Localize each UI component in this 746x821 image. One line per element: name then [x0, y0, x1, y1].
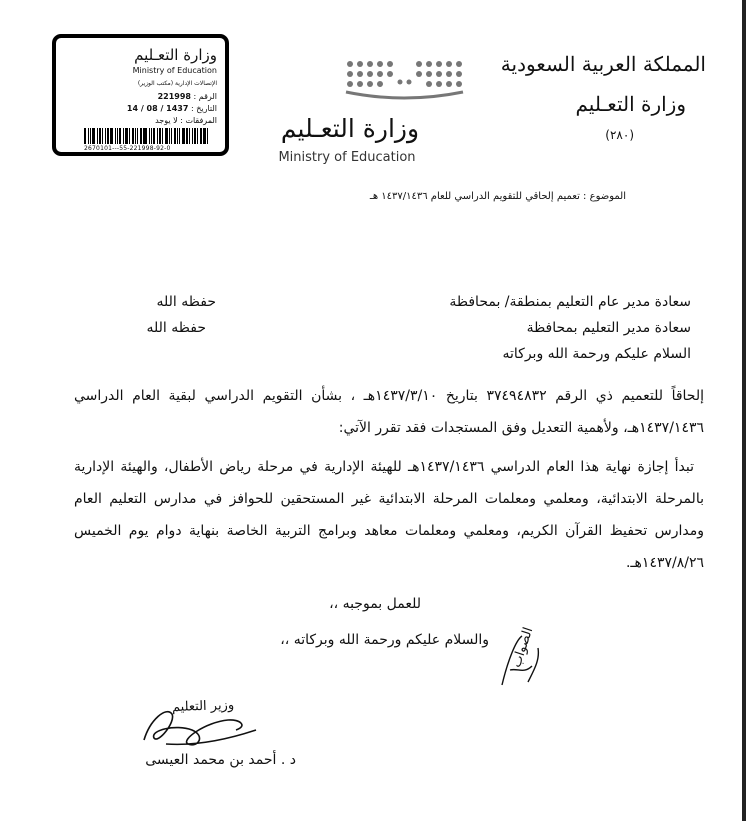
- minister-signature-icon: [136, 697, 266, 752]
- subject-line: الموضوع : تعميم إلحاقي للتقويم الدراسي للعام ١٤٣٧/١٤٣٦ هـ: [369, 191, 626, 202]
- barcode-icon: [84, 128, 210, 144]
- ministry-logo-icon: [342, 56, 467, 100]
- addressee-1-honorific: حفظه الله: [156, 294, 216, 310]
- paragraph-decision-text: تبدأ إجازة نهاية هذا العام الدراسي ١٤٣٧/١٤٣٦هـ للهيئة الإدارية في مرحلة رياض الأطفال، والهيئة الإدارية بالمرحلة الابتدائية، ومعلمي ومعلمات المرحلة الابتدائية غير المستحقين للحوافز في مدارس التعليم العام ومدارس تحفيظ القرآن الكريم، ومعلمي ومعلمات معاهد وبرامج التربية الخاصة بنهاية دوام يوم الخميس ١٤٣٧/٨/٢٦هـ.: [74, 459, 704, 571]
- paragraph-decision: [74, 451, 704, 579]
- reference-number: (٢٨٠): [605, 128, 634, 142]
- incoming-stamp: [52, 34, 229, 156]
- closing-greeting: والسلام عليكم ورحمة الله وبركاته ،،: [280, 632, 489, 648]
- minister-title: وزير التعليم: [171, 697, 235, 716]
- paragraph-intro: [74, 380, 704, 444]
- stamp-attachments: لا يوجد: [155, 116, 178, 125]
- closing-action: للعمل بموجبه ،،: [329, 596, 421, 612]
- stamp-department: الإتصالات الإدارية (مكتب الوزير): [137, 80, 217, 87]
- stamp-number-label: الرقم :: [193, 92, 217, 101]
- logo-english-text: Ministry of Education: [278, 150, 416, 165]
- addressee-1: سعادة مدير عام التعليم بمنطقة/ بمحافظة: [449, 294, 691, 310]
- initials-scribble-icon: [488, 630, 548, 690]
- stamp-ministry-english: Ministry of Education: [132, 66, 217, 75]
- stamp-number: 221998: [157, 92, 191, 101]
- stamp-number-row: [155, 92, 217, 101]
- kingdom-name: المملكة العربية السعودية: [500, 52, 706, 76]
- stamp-date-row: [124, 104, 217, 113]
- stamp-ministry-arabic: وزارة التعـليم: [134, 46, 217, 64]
- signer-name: د . أحمد بن محمد العيسى: [145, 752, 296, 768]
- greeting: السلام عليكم ورحمة الله وبركاته: [502, 346, 691, 362]
- ministry-name: وزارة التعـليم: [575, 92, 686, 116]
- stamp-attachments-label: المرفقات :: [180, 116, 217, 125]
- addressee-2-honorific: حفظه الله: [146, 320, 206, 336]
- logo-arabic-text: وزارة التعـليم: [280, 114, 420, 143]
- stamp-date: 1437 / 08 / 14: [126, 104, 189, 113]
- addressee-2: سعادة مدير التعليم بمحافظة: [526, 320, 691, 336]
- stamp-date-label: التاريخ :: [190, 104, 217, 113]
- handwritten-initials: الصواب: [509, 625, 537, 670]
- scan-edge: [742, 0, 746, 821]
- stamp-attachments-row: [155, 116, 217, 125]
- paragraph-intro-text: إلحاقاً للتعميم ذي الرقم ٣٧٤٩٤٨٣٢ بتاريخ ١٤٣٧/٣/١٠هـ ، بشأن التقويم الدراسي لبقية العام الدراسي ١٤٣٧/١٤٣٦هـ، ولأهمية التعديل وفق المستجدات فقد تقرر الآتي:: [74, 388, 704, 436]
- barcode-number: 2670101---55-221998-92-0: [84, 145, 171, 152]
